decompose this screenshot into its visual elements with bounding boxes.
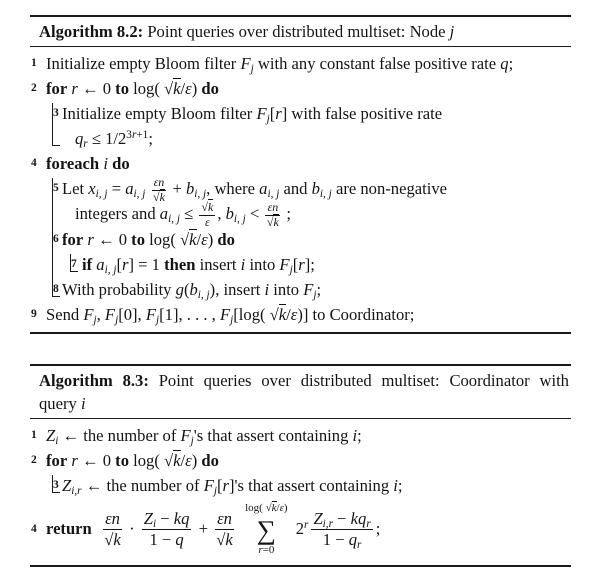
pseudocode-line	[30, 151, 571, 176]
pseudocode-line	[30, 76, 571, 101]
statement-continuation: $q_r \le 1/2^{3r+1}$;	[75, 128, 153, 150]
algorithm-8-3-caption	[30, 366, 571, 419]
statement-continuation: integers and $a_{i, j}$ ≤ $\frac{√k}{\varepsilon}$ , $b_{i, j}$ < $\frac{\varepsilon n}{√k}$ ;	[75, 200, 291, 230]
pseudocode-line	[30, 448, 571, 473]
pseudocode-line	[53, 101, 571, 151]
for-loop-body	[52, 101, 571, 151]
inner-for-loop-body	[70, 252, 571, 277]
pseudocode-line	[53, 473, 571, 498]
line-number: 4	[31, 157, 37, 169]
line-number: 6	[53, 232, 59, 245]
statement: foreach i do	[46, 154, 130, 173]
algorithm-8-3-block	[30, 364, 571, 567]
line-number: 1	[31, 428, 37, 441]
algorithm-8-2-caption	[30, 17, 571, 47]
line-number: 8	[53, 282, 59, 295]
statement: Let $x_{i, j} = a_{i, j}$ $\frac{\varepsilon n}{√k}$ + $b_{i, j}$, where $a_{i, j}$ and $b_{i, j}$ are non-negative	[62, 174, 447, 204]
line-number: 2	[31, 453, 37, 466]
statement: for r ← 0 to log( √k/ε) do	[46, 450, 219, 470]
pseudocode-line	[71, 252, 571, 277]
return-formula: return $\frac{\varepsilon n}{√k}$ · $\frac{Z_i - kq}{1 - q}$ + $\frac{\varepsilon n}{√k}$ log( √k/ε) ∑ r=0 2$^r$ $Z_{i,r} - kq_r$ $1 - q_r$ ;	[46, 501, 381, 557]
statement: for r ← 0 to log( √k/ε) do	[46, 79, 219, 98]
for-loop-body	[52, 473, 571, 498]
caption-text: Algorithm 8.3: Point queries over distributed multiset: Coordinator with	[39, 370, 569, 390]
line-number: 9	[31, 307, 37, 320]
algorithm-8-2-block	[30, 15, 571, 334]
algorithm-8-2-body	[30, 47, 571, 332]
pseudocode-line	[53, 277, 571, 302]
statement: $Z_i$ ← the number of $F_j's$ that assert containing i;	[46, 425, 362, 447]
line-number: 1	[31, 57, 37, 69]
return-statement-line	[30, 498, 571, 560]
line-number: 5	[53, 182, 59, 194]
pseudocode-line	[30, 423, 571, 448]
caption-text: query i	[39, 393, 86, 413]
statement: if $a_{i, j}[r] = 1$ then insert i into $F_j[r]$;	[82, 254, 315, 276]
statement: Send $F_j$, $F_j[0]$, $F_j[1]$, . . . , $F_j[\log$( √k/ε)] to Coordinator;	[46, 304, 415, 326]
statement: Initialize empty Bloom filter $F_j[r]$ with false positive rate	[62, 104, 443, 125]
line-number: 2	[31, 82, 37, 94]
pseudocode-line	[53, 174, 571, 230]
line-number: 3	[53, 478, 59, 491]
foreach-loop-body	[52, 176, 571, 302]
line-number: 7	[71, 257, 77, 270]
statement: With probability $g(b_{i, j})$, insert i into $F_j$;	[62, 279, 322, 301]
caption-text: Algorithm 8.2: Point queries over distributed multiset: Node j	[39, 22, 455, 41]
pseudocode-line	[30, 302, 571, 327]
statement: $Z_{i,r}$ ← the number of $F_j[r]'s$ that assert containing i;	[62, 475, 403, 497]
statement: for r ← 0 to log( √k/ε) do	[62, 229, 235, 249]
line-number: 3	[53, 107, 59, 119]
pseudocode-line	[53, 227, 571, 252]
pseudocode-line	[30, 51, 571, 76]
line-number: 4	[31, 522, 37, 535]
algorithm-8-3-body	[30, 419, 571, 565]
statement: Initialize empty Bloom filter $F_j$ with any constant false positive rate q;	[46, 54, 514, 75]
document-page	[30, 15, 571, 567]
